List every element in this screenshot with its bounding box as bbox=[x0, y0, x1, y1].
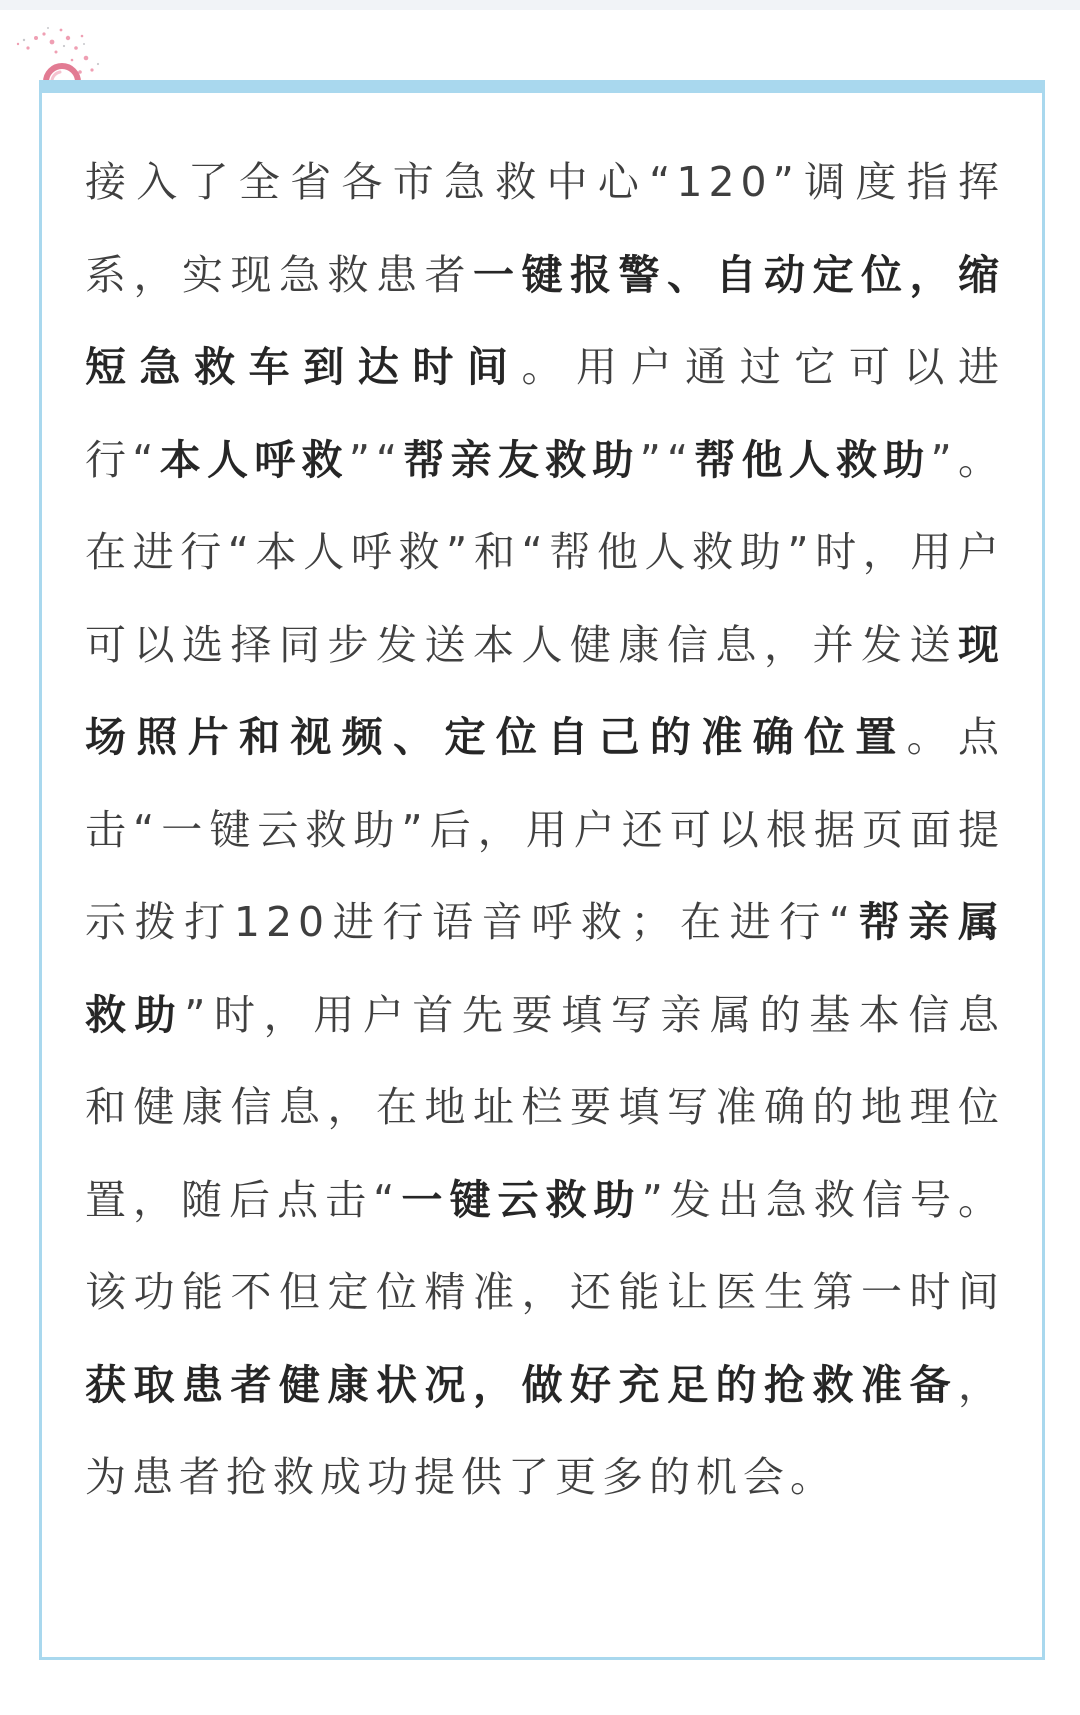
text-segment: ”。在进行“本人呼救”和“帮他人救助”时，用户可以选择同步发送本人健康信息，并发送 bbox=[85, 435, 1006, 669]
text-segment: ”“ bbox=[348, 435, 404, 484]
text-segment: ”发出急救信号。该功能不但定位精准，还能让医生第一时间 bbox=[85, 1175, 1006, 1316]
article-paragraph bbox=[85, 136, 1005, 1524]
top-strip bbox=[0, 0, 1080, 10]
highlight-segment: 本人呼救 bbox=[159, 435, 349, 484]
text-segment: 。用户通过它可以进行“ bbox=[85, 343, 1005, 484]
text-segment: ”时，用户首先要填写亲属的基本信息和健康信息，在地址栏要填写准确的地理位置，随后点击“ bbox=[85, 990, 1005, 1224]
text-segment: ”“ bbox=[639, 435, 695, 484]
text-segment: ，为患者抢救成功提供了更多的机会。 bbox=[85, 1360, 1005, 1501]
highlight-segment: 获取患者健康状况，做好充足的抢救准备 bbox=[85, 1360, 958, 1409]
highlight-segment: 帮亲属救助 bbox=[85, 898, 1006, 1039]
text-segment: 。点击“一键云救助”后，用户还可以根据页面提示拨打120进行语音呼救；在进行“ bbox=[85, 713, 1006, 946]
highlight-segment: 一键报警、自动定位，缩短急救车到达时间 bbox=[85, 250, 1005, 391]
highlight-segment: 帮亲友救助 bbox=[403, 435, 640, 484]
highlight-segment: 一键云救助 bbox=[400, 1175, 642, 1224]
highlight-segment: 帮他人救助 bbox=[694, 435, 931, 484]
text-segment: 接入了全省各市急救中心“120”调度指挥系，实现急救患者 bbox=[85, 158, 1005, 299]
highlight-segment: 现场照片和视频、定位自己的准确位置 bbox=[85, 620, 1005, 761]
